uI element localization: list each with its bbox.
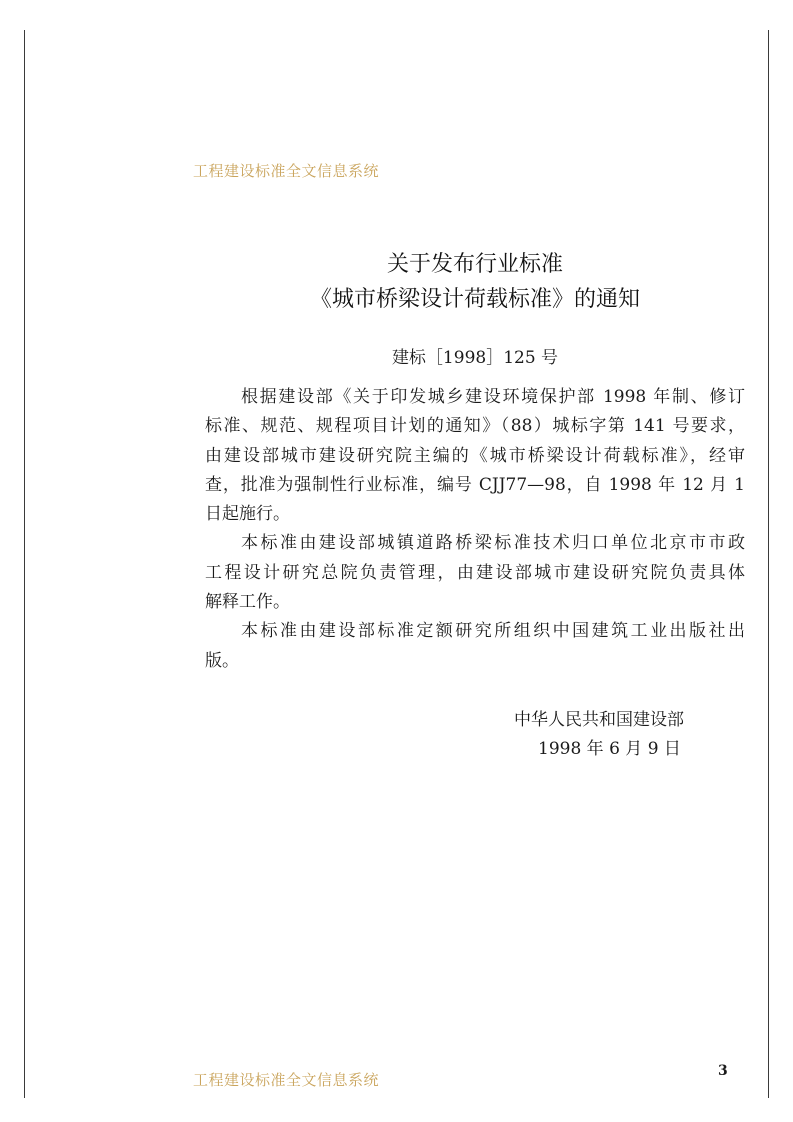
body-line: 查，批准为强制性行业标准，编号 CJJ77—98，自 1998 年 12 月 1 <box>205 474 745 495</box>
document-number: 建标［1998］125 号 <box>391 348 559 368</box>
left-border-rule <box>24 30 25 1098</box>
body-line: 版。 <box>205 650 239 671</box>
body-line: 解释工作。 <box>205 592 290 613</box>
right-border-rule <box>768 30 769 1098</box>
notice-title-line-1: 关于发布行业标准 <box>386 252 563 277</box>
issue-date: 1998 年 6 月 9 日 <box>538 739 681 759</box>
footer-watermark: 工程建设标准全文信息系统 <box>193 1071 380 1089</box>
notice-title-line-2: 《城市桥梁设计荷载标准》的通知 <box>309 287 640 312</box>
header-watermark: 工程建设标准全文信息系统 <box>193 162 380 180</box>
page-number: 3 <box>718 1063 728 1079</box>
notice-body <box>205 383 745 676</box>
body-line: 工程设计研究总院负责管理，由建设部城市建设研究院负责具体 <box>205 562 745 583</box>
body-line: 本标准由建设部城镇道路桥梁标准技术归口单位北京市市政 <box>241 533 745 554</box>
body-line: 标准、规范、规程项目计划的通知》（88）城标字第 141 号要求， <box>205 416 745 437</box>
body-line: 本标准由建设部标准定额研究所组织中国建筑工业出版社出 <box>241 621 745 642</box>
body-line: 根据建设部《关于印发城乡建设环境保护部 1998 年制、修订 <box>241 387 745 407</box>
body-line: 日起施行。 <box>205 504 290 525</box>
body-line: 由建设部城市建设研究院主编的《城市桥梁设计荷载标准》，经审 <box>205 445 745 466</box>
issuing-authority: 中华人民共和国建设部 <box>514 710 684 730</box>
